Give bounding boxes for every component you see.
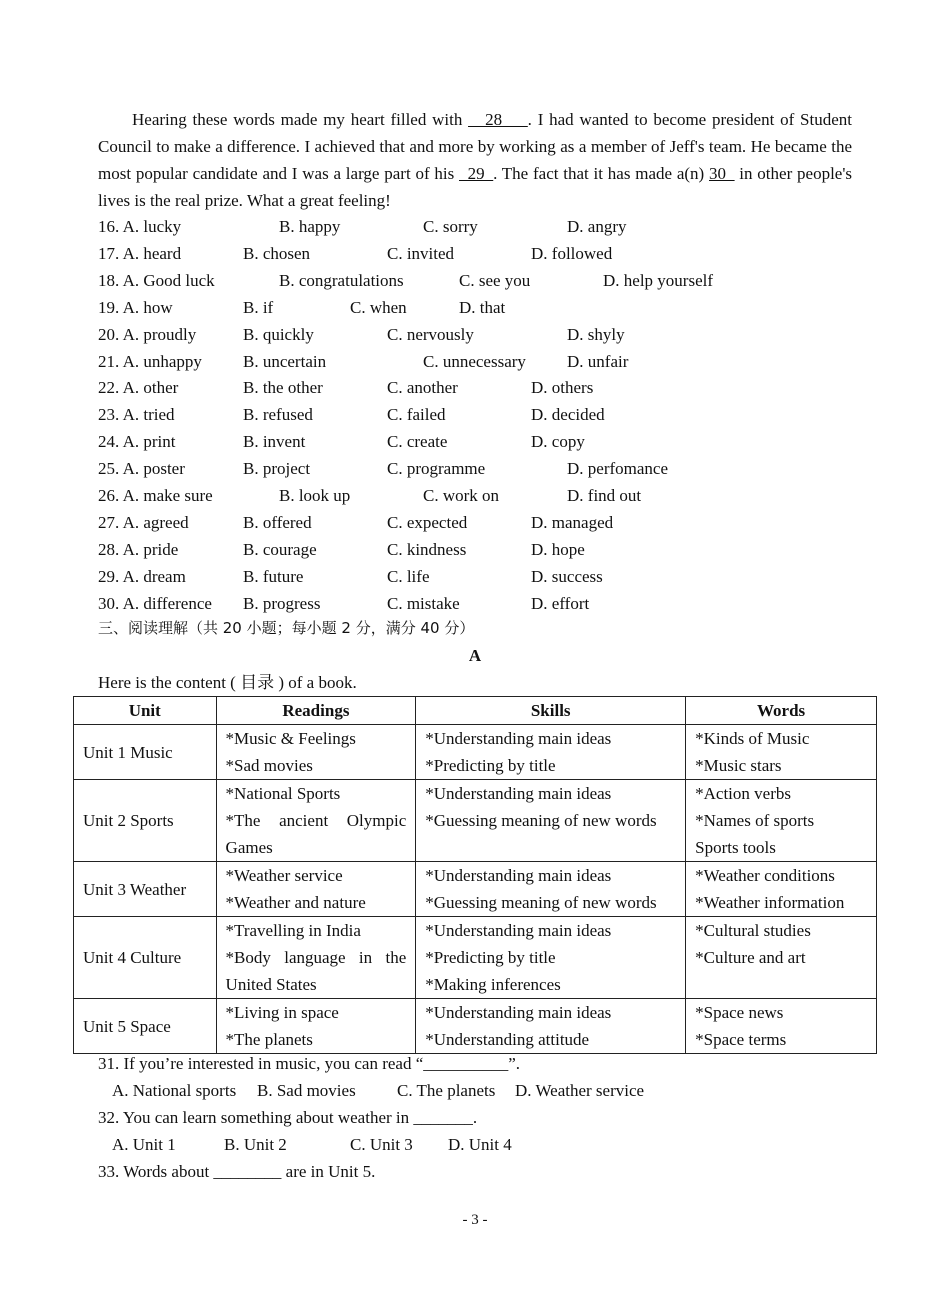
q23-option-c: C. failed: [387, 405, 446, 424]
option-text: A. proudly: [122, 325, 197, 344]
q24-option-a: [98, 432, 175, 452]
question-number: 17.: [98, 244, 120, 263]
q28-option-d: D. hope: [531, 540, 585, 559]
q28-option-b: B. courage: [243, 540, 317, 559]
q20-option-c: C. nervously: [387, 325, 474, 344]
q21-option-b: B. uncertain: [243, 352, 327, 371]
question-number: 16.: [98, 217, 120, 236]
question-number: 28.: [98, 540, 120, 559]
q18-option-b: B. congratulations: [279, 271, 404, 290]
q25-option-b: B. project: [243, 459, 311, 478]
question-number: 27.: [98, 513, 120, 532]
question-number: 25.: [98, 459, 120, 478]
passage-text-3: . The fact that it has made a(n): [493, 164, 705, 183]
question-number: 19.: [98, 298, 120, 317]
word-item: *Names of sports: [695, 811, 815, 830]
word-item: *Music stars: [695, 756, 782, 775]
q18-option-c: C. see you: [459, 271, 531, 290]
passage-text-4: in other people's lives is the real prize. What a great feeling!: [98, 164, 853, 210]
readings-cell: [216, 999, 416, 1054]
blank-29: _29_: [459, 164, 494, 183]
word-item: Sports tools: [695, 838, 776, 857]
question-number: 23.: [98, 405, 120, 424]
q20-option-d: D. shyly: [567, 325, 625, 344]
option-text: A. make sure: [122, 486, 213, 505]
skills-cell: [416, 999, 686, 1054]
header-readings: Readings: [216, 697, 416, 725]
blank-28: __28___: [468, 110, 528, 129]
q26-option-a: [98, 486, 213, 506]
reading-item: *National Sports: [225, 784, 341, 803]
skill-item: *Guessing meaning of new words: [425, 811, 657, 830]
q25-option-d: D. perfomance: [567, 459, 669, 478]
q18-option-d: D. help yourself: [603, 271, 714, 290]
passage-paragraph: [98, 106, 852, 214]
header-words: Words: [686, 697, 877, 725]
q21-option-c: C. unnecessary: [423, 352, 526, 371]
unit-cell: Unit 5 Space: [74, 999, 217, 1054]
word-item: *Weather information: [695, 893, 845, 912]
q31-option-d: D. Weather service: [515, 1081, 645, 1100]
book-content-table: [73, 696, 877, 1054]
readings-cell: [216, 862, 416, 917]
q30-option-d: D. effort: [531, 594, 590, 613]
q22-option-c: C. another: [387, 378, 458, 397]
unit-cell: Unit 3 Weather: [74, 862, 217, 917]
q20-option-a: [98, 325, 196, 345]
q16-option-c: C. sorry: [423, 217, 478, 236]
q30-option-c: C. mistake: [387, 594, 460, 613]
q19-option-b: B. if: [243, 298, 274, 317]
q28-option-c: C. kindness: [387, 540, 467, 559]
blank-30: 30_: [709, 164, 735, 183]
question-number: 18.: [98, 271, 120, 290]
word-item: *Space news: [695, 1003, 784, 1022]
reading-item: *Weather service: [225, 866, 343, 885]
q32-option-d: D. Unit 4: [448, 1135, 512, 1154]
question-33: 33. Words about ________ are in Unit 5.: [98, 1162, 376, 1181]
readings-cell: [216, 725, 416, 780]
question-number: 30.: [98, 594, 120, 613]
q29-option-c: C. life: [387, 567, 430, 586]
q21-option-a: [98, 352, 202, 372]
table-row: [74, 917, 877, 999]
q32-option-a: A. Unit 1: [112, 1135, 176, 1154]
q23-option-a: [98, 405, 175, 425]
option-text: A. other: [122, 378, 179, 397]
skill-item: *Understanding main ideas: [425, 921, 612, 940]
option-text: A. Good luck: [122, 271, 215, 290]
question-number: 22.: [98, 378, 120, 397]
reading-item: *Body language in the United States: [225, 948, 407, 994]
readings-cell: [216, 917, 416, 999]
option-text: A. difference: [122, 594, 212, 613]
unit-cell: Unit 4 Culture: [74, 917, 217, 999]
q29-option-b: B. future: [243, 567, 304, 586]
table-intro: Here is the content ( 目录 ) of a book.: [98, 673, 357, 692]
q32-option-c: C. Unit 3: [350, 1135, 413, 1154]
q17-option-a: [98, 244, 181, 264]
q24-option-d: D. copy: [531, 432, 585, 451]
option-text: A. how: [122, 298, 173, 317]
option-text: A. pride: [122, 540, 179, 559]
q19-option-c: C. when: [350, 298, 407, 317]
reading-item: *Sad movies: [225, 756, 313, 775]
words-cell: [686, 862, 877, 917]
header-unit: Unit: [74, 697, 217, 725]
word-item: *Space terms: [695, 1030, 787, 1049]
question-number: 21.: [98, 352, 120, 371]
q31-option-c: C. The planets: [397, 1081, 496, 1100]
option-text: A. tried: [122, 405, 175, 424]
q27-option-c: C. expected: [387, 513, 468, 532]
passage-text-2: . I had wanted to become president of Student Council to make a difference. I achieved that and more by working as a member of Jeff's team. He became the most popular candidate and I was a large part of his: [98, 110, 852, 183]
q21-option-d: D. unfair: [567, 352, 629, 371]
readings-cell: [216, 780, 416, 862]
option-text: A. dream: [122, 567, 186, 586]
question-32: 32. You can learn something about weather in _______.: [98, 1108, 478, 1127]
option-text: A. unhappy: [122, 352, 202, 371]
table-row: [74, 862, 877, 917]
q22-option-a: [98, 378, 178, 398]
unit-cell: Unit 2 Sports: [74, 780, 217, 862]
q27-option-d: D. managed: [531, 513, 614, 532]
reading-item: *Weather and nature: [225, 893, 366, 912]
q25-option-a: [98, 459, 185, 479]
part-label: A: [468, 646, 482, 665]
q18-option-a: [98, 271, 215, 291]
skills-cell: [416, 917, 686, 999]
question-number: 20.: [98, 325, 120, 344]
q28-option-a: [98, 540, 178, 560]
question-number: 26.: [98, 486, 120, 505]
table-row: [74, 999, 877, 1054]
word-item: *Weather conditions: [695, 866, 835, 885]
q25-option-c: C. programme: [387, 459, 486, 478]
q30-option-a: [98, 594, 212, 614]
passage-text-1: Hearing these words made my heart filled with: [132, 110, 463, 129]
skill-item: *Understanding main ideas: [425, 1003, 612, 1022]
reading-item: *Living in space: [225, 1003, 339, 1022]
unit-cell: Unit 1 Music: [74, 725, 217, 780]
option-text: A. heard: [122, 244, 182, 263]
skill-item: *Understanding main ideas: [425, 784, 612, 803]
word-item: *Culture and art: [695, 948, 806, 967]
q29-option-d: D. success: [531, 567, 603, 586]
q31-option-a: A. National sports: [112, 1081, 237, 1100]
skill-item: *Understanding attitude: [425, 1030, 590, 1049]
reading-item: *The planets: [225, 1030, 313, 1049]
q19-option-a: [98, 298, 173, 318]
q31-option-b: B. Sad movies: [257, 1081, 356, 1100]
skill-item: *Guessing meaning of new words: [425, 893, 657, 912]
word-item: *Cultural studies: [695, 921, 811, 940]
table-header-row: [74, 697, 877, 725]
question-31: 31. If you’re interested in music, you can read “__________”.: [98, 1054, 521, 1073]
option-text: A. poster: [122, 459, 185, 478]
q32-option-b: B. Unit 2: [224, 1135, 287, 1154]
page-number: - 3 -: [462, 1212, 488, 1228]
question-number: 29.: [98, 567, 120, 586]
words-cell: [686, 725, 877, 780]
q16-option-d: D. angry: [567, 217, 627, 236]
q26-option-c: C. work on: [423, 486, 500, 505]
skills-cell: [416, 862, 686, 917]
q16-option-b: B. happy: [279, 217, 341, 236]
skill-item: *Predicting by title: [425, 756, 556, 775]
skill-item: *Understanding main ideas: [425, 866, 612, 885]
skills-cell: [416, 725, 686, 780]
q22-option-d: D. others: [531, 378, 594, 397]
option-text: A. print: [122, 432, 176, 451]
words-cell: [686, 780, 877, 862]
reading-item: *Travelling in India: [225, 921, 361, 940]
q27-option-a: [98, 513, 189, 533]
q29-option-a: [98, 567, 186, 587]
q30-option-b: B. progress: [243, 594, 321, 613]
section-heading: 三、阅读理解（共 20 小题；每小题 2 分，满分 40 分）: [98, 619, 475, 637]
q26-option-b: B. look up: [279, 486, 351, 505]
reading-item: *The ancient Olympic Games: [225, 811, 407, 857]
q24-option-b: B. invent: [243, 432, 306, 451]
q23-option-d: D. decided: [531, 405, 605, 424]
q27-option-b: B. offered: [243, 513, 312, 532]
q24-option-c: C. create: [387, 432, 448, 451]
reading-item: *Music & Feelings: [225, 729, 356, 748]
skill-item: *Predicting by title: [425, 948, 556, 967]
words-cell: [686, 999, 877, 1054]
skill-item: *Making inferences: [425, 975, 561, 994]
q22-option-b: B. the other: [243, 378, 323, 397]
q17-option-c: C. invited: [387, 244, 455, 263]
option-text: A. lucky: [122, 217, 182, 236]
table-row: [74, 725, 877, 780]
q20-option-b: B. quickly: [243, 325, 314, 344]
words-cell: [686, 917, 877, 999]
q17-option-b: B. chosen: [243, 244, 311, 263]
table-row: [74, 780, 877, 862]
q16-option-a: [98, 217, 181, 237]
q19-option-d: D. that: [459, 298, 506, 317]
word-item: *Kinds of Music: [695, 729, 810, 748]
skills-cell: [416, 780, 686, 862]
q17-option-d: D. followed: [531, 244, 613, 263]
q26-option-d: D. find out: [567, 486, 642, 505]
skill-item: *Understanding main ideas: [425, 729, 612, 748]
question-number: 24.: [98, 432, 120, 451]
option-text: A. agreed: [122, 513, 189, 532]
q23-option-b: B. refused: [243, 405, 313, 424]
header-skills: Skills: [416, 697, 686, 725]
word-item: *Action verbs: [695, 784, 791, 803]
